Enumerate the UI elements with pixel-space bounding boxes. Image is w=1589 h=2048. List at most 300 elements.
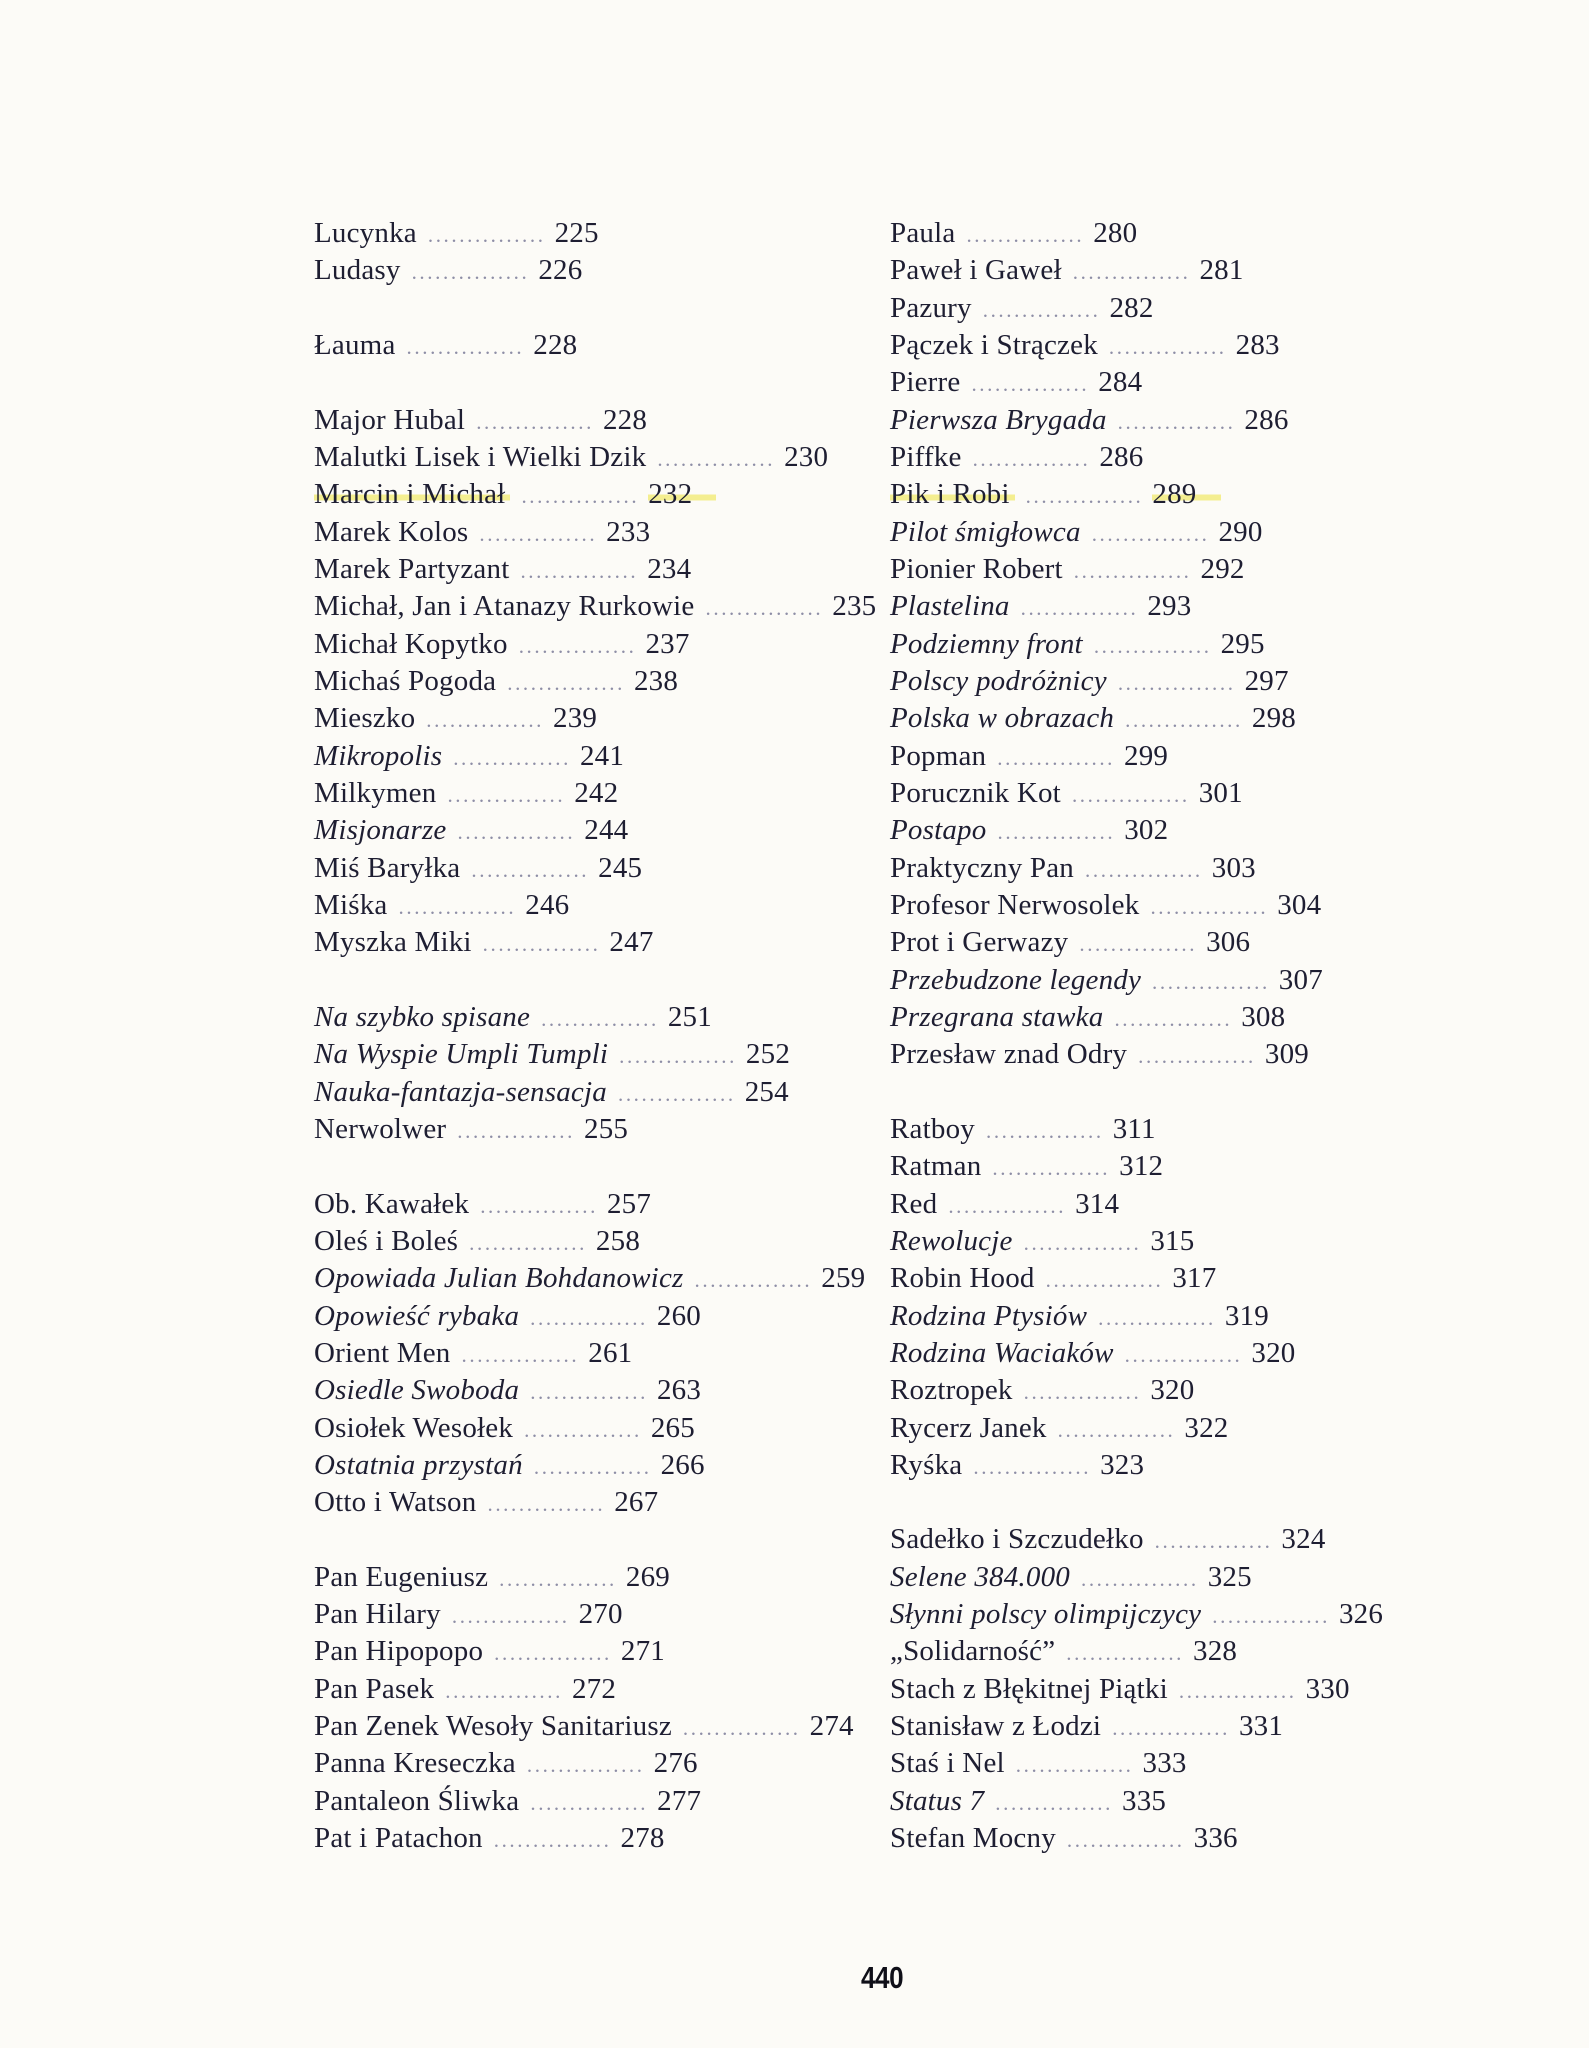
toc-entry-title: Piffke [890,440,962,473]
toc-entry-title: Paula [890,217,956,249]
toc-entry-title: Malutki Lisek i Wielki Dzik [314,440,647,473]
toc-entry-title: Pik i Robi [890,478,1015,510]
toc-entry-title: Polska w obrazach [890,702,1115,735]
toc-group [314,1559,876,1858]
toc-entry [314,1223,876,1260]
toc-entry-page: 281 [1199,254,1244,287]
toc-entry [890,1410,1383,1447]
toc-entry-title: Mikropolis [314,739,443,772]
toc-entry-page: 261 [588,1336,633,1369]
toc-entry [314,775,876,812]
toc-entry [890,1708,1383,1745]
toc-entry-page: 322 [1184,1411,1229,1444]
toc-entry-title: Pan Hipopopo [314,1635,484,1668]
dot-leader: ............... [479,521,598,546]
toc-entry-page: 237 [645,627,690,660]
dot-leader: ............... [526,1753,645,1778]
toc-entry [890,626,1383,663]
toc-entry-title: Michaś Pogoda [314,664,497,697]
toc-entry-page: 259 [821,1262,866,1295]
dot-leader: ............... [447,782,566,807]
dot-leader: ............... [982,297,1101,322]
toc-entry-title: Oleś i Boleś [314,1224,459,1257]
toc-entry [890,1820,1383,1857]
toc-entry [314,1036,876,1073]
dot-leader: ............... [1152,969,1270,994]
toc-group [314,999,876,1148]
toc-entry-page: 292 [1200,552,1245,585]
toc-entry-title: Ratboy [890,1112,975,1145]
toc-entry-page: 312 [1119,1150,1164,1183]
dot-leader: ............... [1114,1006,1233,1031]
toc-entry-title: Panna Kreseczka [314,1747,516,1780]
toc-entry-title: Stefan Mocny [890,1822,1056,1855]
toc-entry-title: Otto i Watson [314,1486,477,1519]
toc-entry [890,1447,1383,1484]
toc-entry-page: 270 [578,1598,623,1631]
toc-entry [314,215,876,252]
toc-entry [890,402,1383,439]
toc-entry [890,775,1383,812]
toc-group [890,215,1383,1074]
toc-entry [890,514,1383,551]
toc-entry-title: Pantaleon Śliwka [314,1784,520,1817]
toc-entry-title: Osiedle Swoboda [314,1374,520,1407]
toc-entry-page: 244 [584,814,629,847]
toc-entry-title: Marek Partyzant [314,552,510,585]
toc-entry [314,439,876,476]
toc-entry [314,551,876,588]
dot-leader: ............... [1091,521,1210,546]
dot-leader: ............... [1079,932,1198,957]
toc-entry-title: Rodzina Ptysiów [890,1299,1088,1332]
toc-entry-title: Osiołek Wesołek [314,1411,514,1444]
toc-entry-page: 286 [1099,440,1144,473]
dot-leader: ............... [1072,260,1191,285]
toc-entry [314,1783,876,1820]
toc-entry-title: Myszka Miki [314,926,472,959]
dot-leader: ............... [469,1230,587,1255]
dot-leader: ............... [427,223,546,247]
toc-entry-title: Marek Kolos [314,515,469,548]
toc-entry-title: Popman [890,739,987,772]
toc-entry [314,663,876,700]
toc-entry-title: Selene 384.000 [890,1560,1070,1593]
dot-leader: ............... [507,670,625,695]
dot-leader: ............... [1108,334,1227,359]
toc-entry-page: 282 [1109,291,1154,324]
toc-entry-title: Nauka-fantazja-sensacja [314,1075,607,1108]
toc-entry-page: 263 [656,1374,702,1407]
toc-entry [890,327,1383,364]
toc-entry [890,290,1383,327]
toc-entry-page: 336 [1193,1822,1238,1855]
dot-leader: ............... [1085,857,1203,882]
toc-entry [314,1111,876,1148]
dot-leader: ............... [426,708,545,733]
toc-entry [314,1074,876,1111]
toc-entry-title: Przesław znad Odry [890,1038,1128,1071]
toc-entry [890,252,1383,289]
toc-entry [890,1633,1383,1670]
toc-entry-page: 323 [1100,1448,1145,1481]
dot-leader: ............... [499,1566,617,1591]
dot-leader: ............... [997,820,1116,845]
toc-entry-page: 241 [579,739,625,772]
toc-entry-page: 252 [745,1038,791,1071]
toc-entry-title: Przebudzone legendy [890,963,1142,996]
dot-leader: ............... [1066,1641,1185,1666]
toc-entry-title: Na Wyspie Umpli Tumpli [314,1038,609,1071]
toc-entry [890,1223,1383,1260]
toc-entry-title: Pan Zenek Wesoły Sanitariusz [314,1710,672,1743]
toc-entry-title: Lucynka [314,217,417,249]
toc-entry [890,1521,1383,1558]
toc-entry-page: 307 [1278,963,1323,996]
toc-entry-page: 246 [525,888,570,921]
toc-entry-page: 278 [620,1822,665,1855]
toc-entry-title: Opowiada Julian Bohdanowicz [314,1262,684,1295]
toc-entry-page: 276 [653,1747,698,1780]
toc-entry [890,738,1383,775]
dot-leader: ............... [493,1828,612,1853]
toc-entry-page: 304 [1277,888,1322,921]
toc-entry-page: 298 [1251,702,1296,735]
dot-leader: ............... [973,1454,1092,1479]
toc-entry-title: Stanisław z Łodzi [890,1710,1102,1743]
toc-entry-title: Paweł i Gaweł [890,254,1062,287]
toc-entry-title: Miśka [314,888,388,921]
dot-leader: ............... [457,820,576,845]
toc-entry-page: 311 [1112,1112,1156,1145]
toc-entry [890,1260,1383,1297]
toc-entry-page: 290 [1218,515,1263,548]
dot-leader: ............... [520,558,639,583]
dot-leader: ............... [1057,1417,1176,1442]
toc-entry-page: 255 [584,1112,629,1145]
dot-leader: ............... [1150,894,1269,919]
toc-column-right [890,215,1383,1895]
dot-leader: ............... [966,223,1085,247]
toc-entry-page: 308 [1241,1000,1286,1033]
toc-entry-title: Pan Pasek [314,1672,435,1705]
toc-entry [890,924,1383,961]
toc-entry-title: Profesor Nerwosolek [890,888,1140,921]
toc-entry-title: Orient Men [314,1336,451,1369]
dot-leader: ............... [471,857,590,882]
toc-entry-title: Łauma [314,328,396,361]
toc-entry [314,1410,876,1447]
toc-entry [890,1559,1383,1596]
toc-entry-page: 251 [667,1000,712,1033]
toc-entry [890,887,1383,924]
toc-entry-title: Robin Hood [890,1262,1035,1295]
toc-entry-title: Pan Eugeniusz [314,1560,489,1593]
toc-entry-title: Przegrana stawka [890,1000,1104,1033]
toc-entry [314,588,876,625]
toc-entry-page: 242 [574,776,619,809]
dot-leader: ............... [1124,1342,1243,1367]
toc-entry-title: Staś i Nel [890,1747,1005,1780]
toc-entry [890,1745,1383,1782]
toc-entry-title: Pazury [890,291,972,324]
toc-entry-page: 228 [533,328,578,361]
toc-entry-page: 225 [554,217,599,249]
toc-entry-page: 335 [1122,1784,1167,1817]
toc-entry-page: 331 [1238,1710,1284,1743]
toc-entry-page: 306 [1206,926,1251,959]
dot-leader: ............... [705,596,824,621]
dot-leader: ............... [480,1193,598,1218]
toc-entry-title: Słynni polscy olimpijczycy [890,1598,1202,1631]
toc-entry-title: Red [890,1187,938,1220]
toc-entry [890,588,1383,625]
toc-entry [314,999,876,1036]
dot-leader: ............... [533,1454,652,1479]
toc-entry-page: 333 [1142,1747,1187,1780]
toc-entry [314,1260,876,1297]
toc-entry [314,1372,876,1409]
toc-entry-page: 328 [1193,1635,1238,1668]
toc-entry-page: 280 [1093,217,1138,249]
toc-entry-title: Major Hubal [314,403,466,436]
toc-entry [890,1596,1383,1633]
toc-entry [314,476,876,513]
toc-entry-title: Pan Hilary [314,1598,441,1631]
dot-leader: ............... [1098,1305,1216,1330]
toc-entry-page: 260 [656,1299,702,1332]
toc-entry [314,252,876,289]
toc-entry [314,1820,876,1857]
dot-leader: ............... [1138,1044,1256,1069]
toc-entry-title: Plastelina [890,590,1010,623]
toc-entry [314,626,876,663]
dot-leader: ............... [411,260,530,285]
toc-entry [314,738,876,775]
toc-group [314,1186,876,1522]
toc-group [314,215,876,290]
toc-group [890,1521,1383,1857]
toc-entry [314,514,876,551]
toc-entry [314,924,876,961]
dot-leader: ............... [992,1156,1111,1181]
toc-entry-title: Milkymen [314,776,437,809]
dot-leader: ............... [617,1081,736,1106]
toc-entry [890,663,1383,700]
toc-entry-title: Michał, Jan i Atanazy Rurkowie [314,590,695,623]
toc-entry-page: 257 [606,1187,652,1220]
toc-entry [890,1372,1383,1409]
toc-entry-title: Misjonarze [314,814,447,847]
toc-entry-title: Ob. Kawałek [314,1187,470,1220]
toc-entry-page: 247 [609,926,654,959]
toc-entry-title: Miś Baryłka [314,851,461,884]
toc-entry-title: Opowieść rybaka [314,1299,520,1332]
dot-leader: ............... [457,1118,575,1143]
toc-entry [314,1447,876,1484]
toc-entry-page: 238 [633,664,679,697]
toc-entry [890,700,1383,737]
toc-entry-page: 325 [1207,1560,1252,1593]
toc-entry [890,812,1383,849]
toc-entry-page: 283 [1235,328,1280,361]
toc-entry-page: 274 [809,1710,854,1743]
toc-entry [314,887,876,924]
dot-leader: ............... [1112,1716,1230,1741]
toc-entry [890,215,1383,252]
toc-entry-page: 235 [832,590,877,623]
toc-entry-page: 315 [1150,1224,1195,1257]
toc-entry-title: Ludasy [314,254,401,287]
toc-entry-page: 324 [1281,1523,1326,1556]
toc-entry [890,476,1383,513]
dot-leader: ............... [1178,1678,1297,1703]
dot-leader: ............... [445,1678,563,1703]
toc-group [314,327,876,364]
toc-entry-page: 233 [606,515,651,548]
toc-group [314,402,876,962]
dot-leader: ............... [541,1006,659,1031]
dot-leader: ............... [530,1790,649,1815]
toc-entry-title: Pilot śmigłowca [890,515,1081,548]
toc-entry [890,1111,1383,1148]
toc-entry-title: Prot i Gerwazy [890,926,1069,959]
toc-entry [314,1335,876,1372]
dot-leader: ............... [971,372,1090,397]
toc-entry-title: Rodzina Waciaków [890,1336,1114,1369]
toc-entry-title: Rycerz Janek [890,1411,1047,1444]
footer-page-number: 440 [861,1960,904,1995]
toc-entry [890,551,1383,588]
toc-entry [890,439,1383,476]
dot-leader: ............... [997,745,1116,770]
toc-entry-title: Porucznik Kot [890,776,1061,809]
toc-entry-page: 267 [614,1486,659,1519]
dot-leader: ............... [995,1790,1113,1815]
dot-leader: ............... [494,1641,612,1666]
dot-leader: ............... [406,334,525,359]
toc-entry [314,1745,876,1782]
toc-entry-page: 309 [1264,1038,1309,1071]
toc-entry-title: Stach z Błękitnej Piątki [890,1672,1168,1705]
dot-leader: ............... [1125,708,1243,733]
toc-entry-page: 299 [1124,739,1169,772]
dot-leader: ............... [482,932,601,957]
toc-entry-page: 330 [1305,1672,1350,1705]
toc-entry-page: 326 [1338,1598,1384,1631]
dot-leader: ............... [619,1044,737,1069]
toc-entry-page: 230 [784,440,829,473]
dot-leader: ............... [985,1118,1104,1143]
toc-entry-title: Nerwolwer [314,1112,447,1145]
toc-entry-page: 284 [1098,366,1143,399]
toc-entry-page: 319 [1224,1299,1269,1332]
toc-entry-title: Na szybko spisane [314,1000,531,1033]
toc-entry-title: Pączek i Strączek [890,328,1098,361]
toc-entry-title: Pionier Robert [890,552,1063,585]
toc-entry-page: 239 [553,702,598,735]
toc-entry-page: 258 [595,1224,641,1257]
toc-entry-page: 271 [620,1635,666,1668]
toc-entry-title: Roztropek [890,1374,1013,1407]
toc-entry-page: 265 [650,1411,695,1444]
dot-leader: ............... [1117,409,1236,434]
dot-leader: ............... [453,745,571,770]
toc-entry-title: Status 7 [890,1784,985,1817]
toc-entry [890,1186,1383,1223]
toc-entry-page: 320 [1150,1374,1195,1407]
dot-leader: ............... [487,1492,606,1517]
toc-entry [890,1671,1383,1708]
toc-entry [314,812,876,849]
toc-entry [314,1484,876,1521]
toc-entry-page: 266 [660,1448,705,1481]
toc-entry [314,1596,876,1633]
toc-entry [890,1036,1383,1073]
toc-entry-page: 286 [1244,403,1289,436]
toc-entry [314,1186,876,1223]
dot-leader: ............... [1093,633,1212,658]
toc-entry [314,1633,876,1670]
dot-leader: ............... [972,446,1091,471]
toc-entry-page: 277 [657,1784,702,1817]
toc-entry-title: Pierwsza Brygada [890,403,1107,436]
dot-leader: ............... [1154,1529,1273,1554]
toc-entry-title: Rewolucje [890,1224,1013,1257]
toc-entry [314,700,876,737]
toc-entry [314,1708,876,1745]
toc-entry-page: 293 [1147,590,1192,623]
toc-entry-title: „Solidarność” [890,1635,1056,1668]
toc-entry [314,1671,876,1708]
dot-leader: ............... [1015,1753,1134,1778]
toc-column-left [314,215,876,1895]
toc-entry-page: 317 [1172,1262,1217,1295]
toc-entry [314,1298,876,1335]
dot-leader: ............... [1117,670,1236,695]
dot-leader: ............... [476,409,594,434]
toc-entry-page: 297 [1244,664,1289,697]
toc-entry [314,1559,876,1596]
toc-entry-title: Pierre [890,366,961,399]
toc-entry-page: 226 [538,254,583,287]
toc-entry [890,962,1383,999]
toc-entry [890,1783,1383,1820]
toc-entry-page: 272 [571,1672,617,1705]
dot-leader: ............... [461,1342,580,1367]
toc-entry [890,1298,1383,1335]
dot-leader: ............... [451,1604,570,1629]
toc-entry-page: 245 [598,851,643,884]
toc-entry-page: 295 [1220,627,1265,660]
dot-leader: ............... [1023,1380,1142,1405]
toc-entry-title: Pat i Patachon [314,1822,483,1855]
toc-entry [890,850,1383,887]
toc-entry-title: Praktyczny Pan [890,851,1075,884]
toc-entry-title: Polscy podróżnicy [890,664,1107,697]
toc-entry-page: 289 [1152,478,1220,510]
dot-leader: ............... [1212,1604,1330,1629]
dot-leader: ............... [530,1305,648,1330]
toc-entry-page: 320 [1251,1336,1296,1369]
toc-entry-page: 254 [744,1075,789,1108]
toc-entry-page: 228 [602,403,648,436]
toc-entry-title: Michał Kopytko [314,627,508,660]
dot-leader: ............... [657,446,776,471]
toc-entry-page: 302 [1124,814,1169,847]
dot-leader: ............... [521,484,640,509]
toc-entry-title: Podziemny front [890,627,1083,660]
